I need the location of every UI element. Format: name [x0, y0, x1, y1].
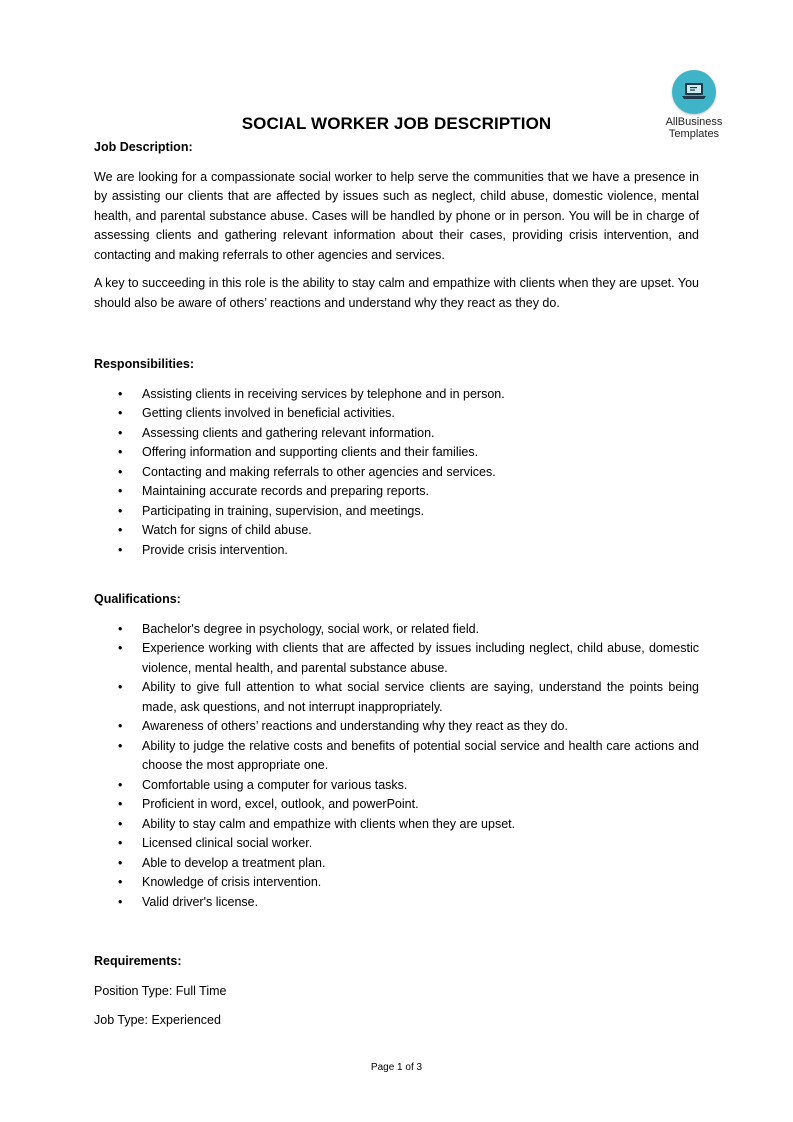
list-item: • Getting clients involved in beneficial activities. [94, 404, 699, 424]
document-body [94, 138, 699, 1031]
list-item: • Offering information and supporting clients and their families. [94, 443, 699, 463]
list-item: • Assisting clients in receiving services by telephone and in person. [94, 385, 699, 405]
logo-text-line1: AllBusiness [665, 116, 723, 128]
list-item: • Assessing clients and gathering relevant information. [94, 424, 699, 444]
responsibilities-list [94, 385, 699, 561]
list-item: • Knowledge of crisis intervention. [94, 873, 699, 893]
list-item: • Contacting and making referrals to other agencies and services. [94, 463, 699, 483]
list-item: • Valid driver's license. [94, 893, 699, 913]
list-item: • Ability to judge the relative costs and benefits of potential social service and health care actions and choose the most appropriate one. [94, 737, 699, 776]
document-title: SOCIAL WORKER JOB DESCRIPTION [241, 114, 552, 133]
position-type: Position Type: Full Time [94, 983, 227, 998]
logo-text-line2: Templates [668, 128, 720, 140]
list-item: • Able to develop a treatment plan. [94, 854, 699, 874]
laptop-icon [681, 81, 707, 101]
logo-badge [672, 70, 716, 114]
qualifications-heading: Qualifications: [94, 592, 181, 606]
page-number: Page 1 of 3 [370, 1062, 423, 1073]
qualifications-list [94, 620, 699, 913]
job-description-paragraph: A key to succeeding in this role is the ability to stay calm and empathize with clients when they are upset. You should also be aware of others’ reactions and understand why they react as they do. [94, 276, 699, 310]
list-item: • Participating in training, supervision, and meetings. [94, 502, 699, 522]
list-item: • Awareness of others’ reactions and understanding why they react as they do. [94, 717, 699, 737]
job-description-heading: Job Description: [94, 140, 193, 154]
list-item: • Ability to give full attention to what social service clients are saying, understand the points being made, ask questions, and not interrupt inappropriately. [94, 678, 699, 717]
list-item: • Watch for signs of child abuse. [94, 521, 699, 541]
list-item: • Maintaining accurate records and preparing reports. [94, 482, 699, 502]
list-item: • Licensed clinical social worker. [94, 834, 699, 854]
list-item: • Bachelor's degree in psychology, social work, or related field. [94, 620, 699, 640]
requirements-heading: Requirements: [94, 954, 182, 968]
list-item: • Experience working with clients that are affected by issues including neglect, child abuse, domestic violence, mental health, and parental substance abuse. [94, 639, 699, 678]
job-type: Job Type: Experienced [94, 1013, 221, 1027]
list-item: • Provide crisis intervention. [94, 541, 699, 561]
list-item: • Proficient in word, excel, outlook, and powerPoint. [94, 795, 699, 815]
responsibilities-heading: Responsibilities: [94, 357, 195, 371]
list-item: • Ability to stay calm and empathize with clients when they are upset. [94, 815, 699, 835]
job-description-paragraph: We are looking for a compassionate social worker to help serve the communities that we have a presence in by assisting our clients that are affected by issues such as neglect, child abuse, domestic violence, mental health, and parental substance abuse. Cases will be handled by phone or in person. You will be in charge of assessing clients and gathering relevant information about their cases, providing crisis intervention, and contacting and making referrals to other agencies and services. [94, 169, 699, 262]
list-item: • Comfortable using a computer for various tasks. [94, 776, 699, 796]
